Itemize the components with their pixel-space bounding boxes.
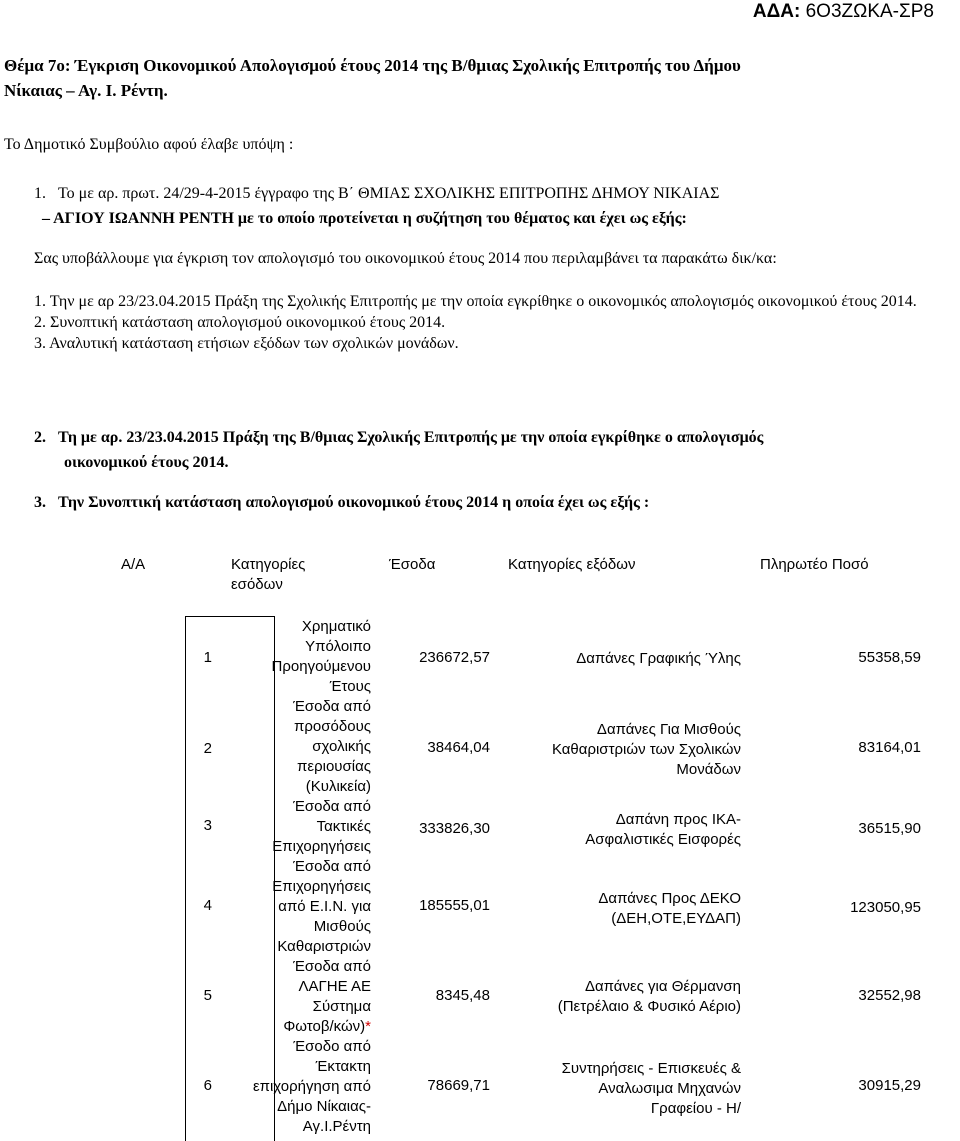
row-2-expense-category-line: Μονάδων	[676, 761, 741, 778]
header-aa: Α/Α	[121, 556, 146, 573]
row-5-expense-category	[500, 977, 741, 1017]
row-1-income-category-line: Υπόλοιπο	[305, 638, 371, 655]
row-2-aa: 2	[203, 740, 212, 757]
row-4-income-category-line: Μισθούς	[313, 918, 371, 935]
title-line-2: Νίκαιας – Αγ. Ι. Ρέντη.	[4, 81, 168, 100]
row-3-expense-category-line: Δαπάνη προς ΙΚΑ-	[615, 811, 741, 828]
row-2-income-category-line: σχολικής	[312, 738, 371, 755]
row-1-income-category-line: Έτους	[329, 678, 371, 695]
row-1-income-category-line: Προηγούμενου	[271, 658, 371, 675]
header-income-category-line-1: Κατηγορίες	[231, 556, 306, 573]
section-2-number: 2.	[34, 429, 46, 446]
row-4-expense-category	[500, 889, 741, 929]
row-4-expense-category-line: (ΔΕΗ,ΟΤΕ,ΕΥΔΑΠ)	[611, 910, 741, 927]
intro-text: Το Δημοτικό Συμβούλιο αφού έλαβε υπόψη :	[4, 136, 294, 153]
row-5-income-category-line: Σύστημα	[312, 998, 371, 1015]
row-6-expense-category-line: Γραφείου - Η/	[650, 1100, 741, 1117]
row-2-income-category-line: (Κυλικεία)	[305, 778, 371, 795]
row-3-income-category	[190, 797, 371, 857]
row-6-aa: 6	[203, 1077, 212, 1094]
row-4-income: 185555,01	[419, 897, 490, 914]
row-1-income-category-line: Χρηματικό	[301, 618, 371, 635]
row-4-income-category-line: από Ε.Ι.Ν. για	[278, 898, 371, 915]
section-2	[34, 425, 934, 475]
row-4-income-category-line: Καθαριστριών	[277, 938, 371, 955]
row-6-income-category-line: επιχορήγηση από	[252, 1078, 371, 1095]
row-2-paid-amount: 83164,01	[858, 739, 921, 756]
row-3-income-category-line: Έσοδα από	[293, 798, 371, 815]
ada-value: 6Ο3ΖΩΚΑ-ΣΡ8	[805, 1, 934, 22]
row-6-income: 78669,71	[427, 1077, 490, 1094]
row-5-income: 8345,48	[435, 987, 490, 1004]
attachment-2: 2. Συνοπτική κατάσταση απολογισμού οικονομικού έτους 2014.	[34, 314, 446, 331]
row-6-income-category-line: Έσοδο από	[293, 1038, 371, 1055]
row-1-expense-category-line: Δαπάνες Γραφικής Ύλης	[576, 650, 741, 667]
row-3-income: 333826,30	[419, 820, 490, 837]
document-title	[4, 53, 954, 103]
row-2-income: 38464,04	[427, 739, 490, 756]
row-4-expense-category-line: Δαπάνες Προς ΔΕΚΟ	[598, 890, 741, 907]
row-6-income-category	[190, 1037, 371, 1137]
row-6-expense-category	[500, 1059, 741, 1119]
row-5-income-category-line: ΛΑΓΗΕ ΑΕ	[298, 978, 371, 995]
row-2-expense-category	[500, 720, 741, 780]
header-income-category	[231, 555, 305, 595]
section-3-number: 3.	[34, 494, 46, 511]
attachment-3: 3. Αναλυτική κατάσταση ετήσιων εξόδων των σχολικών μονάδων.	[34, 335, 459, 352]
header-income-category-line-2: εσόδων	[231, 576, 283, 593]
row-2-income-category-line: περιουσίας	[297, 758, 371, 775]
submit-text: Σας υποβάλλουμε για έγκριση τον απολογισμό του οικονομικού έτους 2014 που περιλαμβάνει τα παρακάτω δικ/κα:	[34, 250, 777, 267]
footnote-asterisk: *	[365, 1018, 371, 1035]
row-3-expense-category	[500, 810, 741, 850]
row-5-income-category-line: Έσοδα από	[293, 958, 371, 975]
row-2-income-category	[190, 697, 371, 797]
header-expense-category: Κατηγορίες εξόδων	[508, 556, 636, 573]
header-income: Έσοδα	[389, 556, 436, 573]
row-1-expense-category	[500, 649, 741, 669]
section-3-text: Την Συνοπτική κατάσταση απολογισμού οικονομικού έτους 2014 η οποία έχει ως εξής :	[58, 494, 650, 511]
item-1-line-2: – ΑΓΙΟΥ ΙΩΑΝΝΗ ΡΕΝΤΗ με το οποίο προτείνεται η συζήτηση του θέματος και έχει ως εξής:	[42, 210, 687, 227]
section-2-line-2: οικονομικού έτους 2014.	[64, 454, 229, 471]
row-1-paid-amount: 55358,59	[858, 649, 921, 666]
row-5-income-category	[190, 957, 371, 1037]
row-5-income-category-line: Φωτοβ/κών)*	[283, 1018, 371, 1035]
row-1-income-category	[190, 617, 371, 697]
row-6-income-category-line: Δήμο Νίκαιας-	[277, 1098, 371, 1115]
attachment-1: 1. Την με αρ 23/23.04.2015 Πράξη της Σχολικής Επιτροπής με την οποία εγκρίθηκε ο οικονομικός απολογισμός οικονομικού έτους 2014.	[34, 293, 917, 310]
row-1-aa: 1	[203, 649, 212, 666]
row-3-income-category-line: Επιχορηγήσεις	[272, 838, 371, 855]
row-4-paid-amount: 123050,95	[850, 899, 921, 916]
row-3-expense-category-line: Ασφαλιστικές Εισφορές	[585, 831, 741, 848]
row-5-expense-category-line: Δαπάνες για Θέρμανση	[584, 978, 741, 995]
row-5-paid-amount: 32552,98	[858, 987, 921, 1004]
row-5-expense-category-line: (Πετρέλαιο & Φυσικό Αέριο)	[557, 998, 741, 1015]
item-1-line-1: Το με αρ. πρωτ. 24/29-4-2015 έγγραφο της Β΄ ΘΜΙΑΣ ΣΧΟΛΙΚΗΣ ΕΠΙΤΡΟΠΗΣ ΔΗΜΟΥ ΝΙΚΑΙΑΣ	[58, 185, 720, 202]
row-6-expense-category-line: Συντηρήσεις - Επισκευές &	[561, 1060, 741, 1077]
row-3-paid-amount: 36515,90	[858, 820, 921, 837]
attachments-list	[34, 291, 936, 354]
row-6-income-category-line: Αγ.Ι.Ρέντη	[302, 1118, 371, 1135]
section-2-line-1: Τη με αρ. 23/23.04.2015 Πράξη της Β/θμιας Σχολικής Επιτροπής με την οποία εγκρίθηκε ο απολογισμός	[58, 429, 764, 446]
row-4-income-category	[190, 857, 371, 957]
row-3-income-category-line: Τακτικές	[316, 818, 371, 835]
header-paid-amount: Πληρωτέο Ποσό	[760, 556, 869, 573]
row-2-expense-category-line: Δαπάνες Για Μισθούς	[596, 721, 741, 738]
row-6-income-category-line: Έκτακτη	[315, 1058, 371, 1075]
row-6-paid-amount: 30915,29	[858, 1077, 921, 1094]
ada-label: ΑΔΑ:	[752, 1, 801, 22]
section-3	[34, 490, 649, 515]
row-3-aa: 3	[203, 817, 212, 834]
row-2-income-category-line: Έσοδα από	[293, 698, 371, 715]
ada-code	[753, 0, 934, 24]
item-1	[34, 181, 934, 231]
row-2-expense-category-line: Καθαριστριών των Σχολικών	[551, 741, 741, 758]
item-1-number: 1.	[34, 185, 46, 202]
title-line-1: Θέμα 7ο: Έγκριση Οικονομικού Απολογισμού έτους 2014 της Β/θμιας Σχολικής Επιτροπής του Δήμου	[4, 56, 741, 75]
row-2-income-category-line: προσόδους	[294, 718, 371, 735]
row-4-aa: 4	[203, 897, 212, 914]
row-6-expense-category-line: Αναλωσιμα Μηχανών	[598, 1080, 741, 1097]
row-4-income-category-line: Έσοδα από	[293, 858, 371, 875]
row-1-income: 236672,57	[419, 649, 490, 666]
row-5-aa: 5	[203, 987, 212, 1004]
row-4-income-category-line: Επιχορηγήσεις	[272, 878, 371, 895]
